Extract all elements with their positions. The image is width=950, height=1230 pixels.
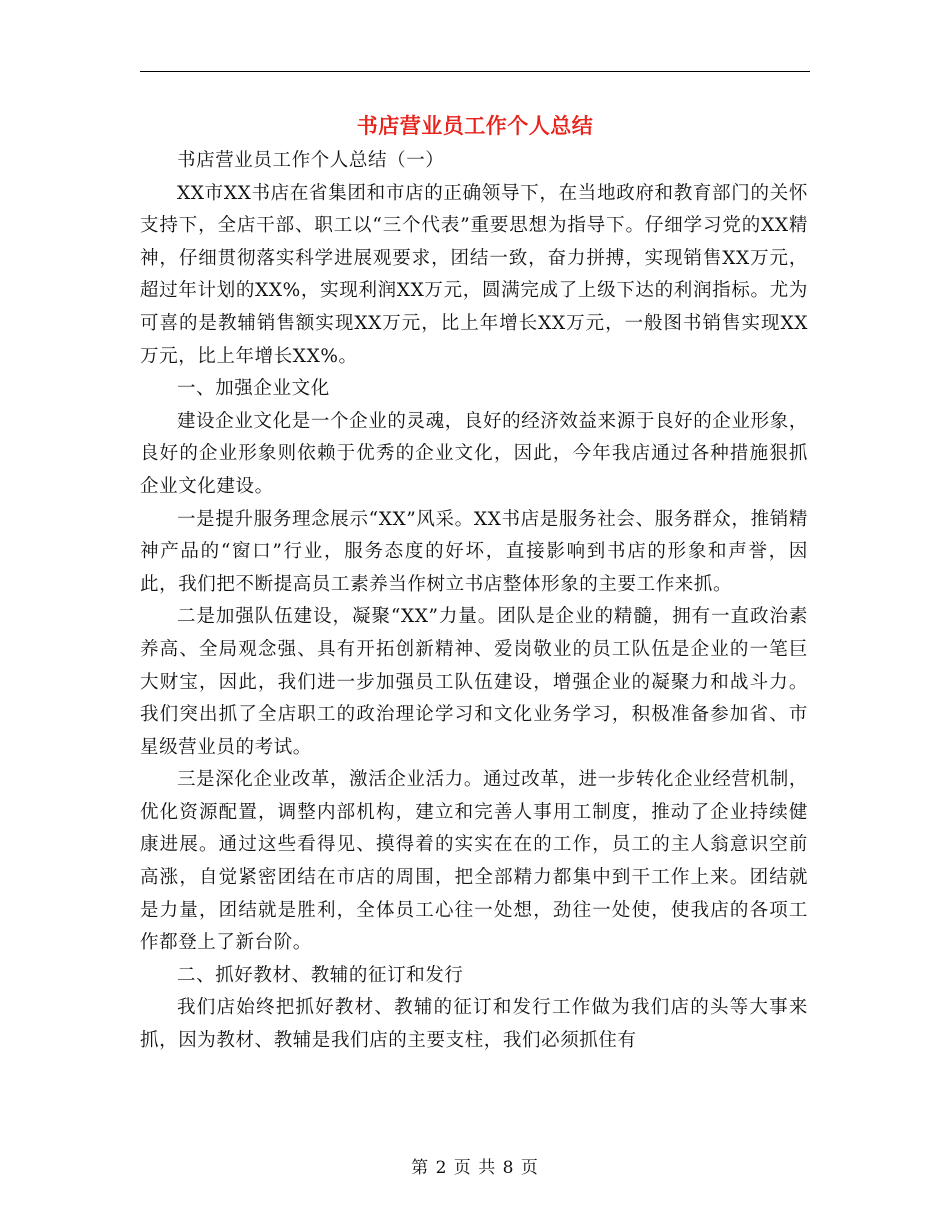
document-body xyxy=(140,145,808,1058)
page-number: 第 2 页 共 8 页 xyxy=(411,1158,539,1178)
body-paragraph: 三是深化企业改革，激活企业活力。通过改革，进一步转化企业经营机制，优化资源配置，调整内部机构，建立和完善人事用工制度，推动了企业持续健康进展。通过这些看得见、摸得着的实实在在的工作，员工的主人翁意识空前高涨，自觉紧密团结在市店的周围，把全部精力都集中到干工作上来。团结就是力量，团结就是胜利，全体员工心往一处想，劲往一处使，使我店的各项工作都登上了新台阶。 xyxy=(140,769,808,954)
body-paragraph: XX市XX书店在省集团和市店的正确领导下，在当地政府和教育部门的关怀支持下，全店干部、职工以“三个代表”重要思想为指导下。仔细学习党的XX精神，仔细贯彻落实科学进展观要求，团结一致，奋力拼搏，实现销售XX万元，超过年计划的XX%，实现利润XX万元，圆满完成了上级下达的利润指标。尤为可喜的是教辅销售额实现XX万元，比上年增长XX万元，一般图书销售实现XX万元，比上年增长XX%。 xyxy=(140,182,808,367)
subtitle-paragraph: 书店营业员工作个人总结（一） xyxy=(177,150,445,171)
body-paragraph: 建设企业文化是一个企业的灵魂，良好的经济效益来源于良好的企业形象，良好的企业形象则依赖于优秀的企业文化，因此，今年我店通过各种措施狠抓企业文化建设。 xyxy=(140,410,808,497)
section-heading: 一、加强企业文化 xyxy=(177,378,330,400)
body-paragraph: 一是提升服务理念展示“XX”风采。XX书店是服务社会、服务群众，推销精神产品的“窗口”行业，服务态度的好坏，直接影响到书店的形象和声誉，因此，我们把不断提高员工素养当作树立书店整体形象的主要工作来抓。 xyxy=(140,508,808,595)
document-title: 书店营业员工作个人总结 xyxy=(356,113,594,138)
section-heading: 二、抓好教材、教辅的征订和发行 xyxy=(177,964,464,986)
page-footer xyxy=(0,1153,950,1178)
header-rule xyxy=(140,71,810,72)
body-paragraph: 我们店始终把抓好教材、教辅的征订和发行工作做为我们店的头等大事来抓，因为教材、教辅是我们店的主要支柱，我们必须抓住有 xyxy=(140,997,808,1052)
body-paragraph: 二是加强队伍建设，凝聚“XX”力量。团队是企业的精髓，拥有一直政治素养高、全局观念强、具有开拓创新精神、爱岗敬业的员工队伍是企业的一笔巨大财宝，因此，我们进一步加强员工队伍建设，增强企业的凝聚力和战斗力。我们突出抓了全店职工的政治理论学习和文化业务学习，积极准备参加省、市星级营业员的考试。 xyxy=(140,606,808,758)
